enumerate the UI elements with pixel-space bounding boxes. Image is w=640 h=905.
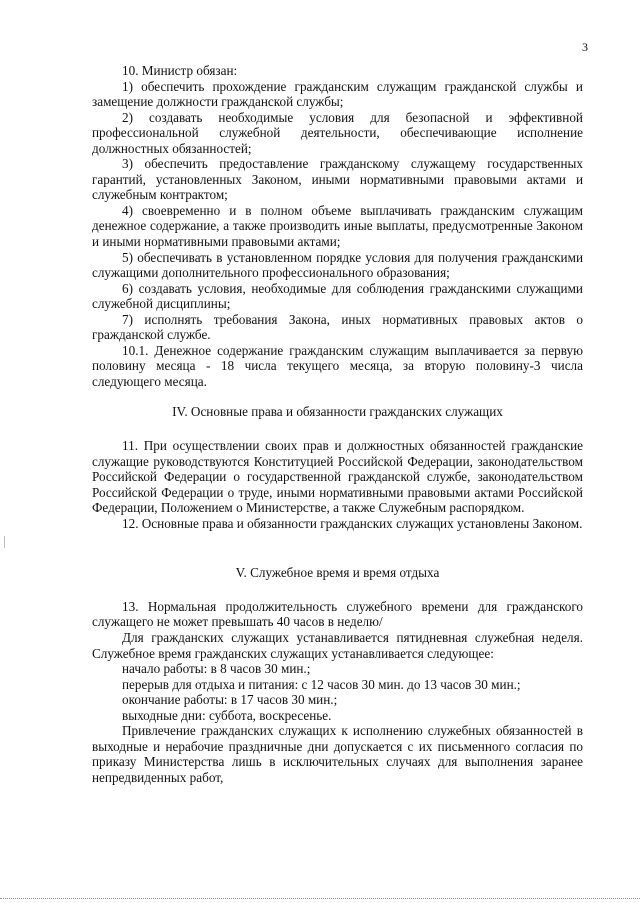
clause-13: 13. Нормальная продолжительность служебного времени для гражданского служащего не может превышать 40 часов в неделю/ [92,598,583,630]
clause-10-item-6: 6) создавать условия, необходимые для соблюдения гражданскими служащими служебной дисциплины; [92,280,583,312]
clause-10-item-1: 1) обеспечить прохождение гражданским служащим гражданской службы и замещение должности гражданской службы; [92,78,583,110]
clause-10-item-7: 7) исполнять требования Закона, иных нормативных правовых актов о гражданской службе. [92,311,583,343]
clause-10-intro: 10. Министр обязан: [122,63,238,78]
clause-12: 12. Основные права и обязанности гражданских служащих установлены Законом. [122,515,583,531]
clause-13-holidays: Привлечение гражданских служащих к исполнению служебных обязанностей в выходные и нерабочие праздничные дни допускается с их письменного согласия по приказу Министерства лишь в исключительных случаях для выполнения заранее непредвиденных работ, [92,723,583,785]
schedule-break: перерыв для отдыха и питания: с 12 часов 30 мин. до 13 часов 30 мин.; [122,676,521,692]
clause-10-item-3: 3) обеспечить предоставление гражданскому служащему государственных гарантий, установленных Законом, иными нормативными правовыми актами и служебным контрактом; [92,156,583,203]
scan-bottom-edge [0,898,640,899]
document-body [92,63,583,785]
clause-11: 11. При осуществлении своих прав и должностных обязанностей гражданские служащие руководствуются Конституцией Российской Федерации, законодательством Российской Федерации о государственной гражданской службе, законодательством Российской Федерации о труде, иными нормативными правовыми актами Российской Федерации, Положением о Министерстве, а также Служебным распорядком. [92,438,583,516]
clause-10-item-4: 4) своевременно и в полном объеме выплачивать гражданским служащим денежное содержание, а также производить иные выплаты, предусмотренные Законом и иными нормативными правовыми актами; [92,202,583,250]
section-iv-heading: IV. Основные права и обязанности гражданских служащих [172,404,503,420]
page-number: 3 [582,40,588,54]
clause-10-item-5: 5) обеспечивать в установленном порядке условия для получения гражданскими служащими дополнительного профессионального образования; [92,249,583,281]
clause-10-item-2: 2) создавать необходимые условия для безопасной и эффективной профессиональной служебной деятельности, обеспечивающие исполнение должностных обязанностей; [92,109,583,156]
clause-13-work-week: Для гражданских служащих устанавливается пятидневная служебная неделя. Служебное время гражданских служащих устанавливается следующее: [92,629,583,661]
schedule-end: окончание работы: в 17 часов 30 мин.; [122,692,338,708]
section-v-heading: V. Служебное время и время отдыха [235,565,440,581]
scan-margin-mark [4,536,5,548]
schedule-start: начало работы: в 8 часов 30 мин.; [122,661,311,677]
schedule-days-off: выходные дни: суббота, воскресенье. [122,707,332,723]
clause-10-1: 10.1. Денежное содержание гражданским служащим выплачивается за первую половину месяца - 18 числа текущего месяца, за вторую половину-3 числа следующего месяца. [92,342,583,389]
